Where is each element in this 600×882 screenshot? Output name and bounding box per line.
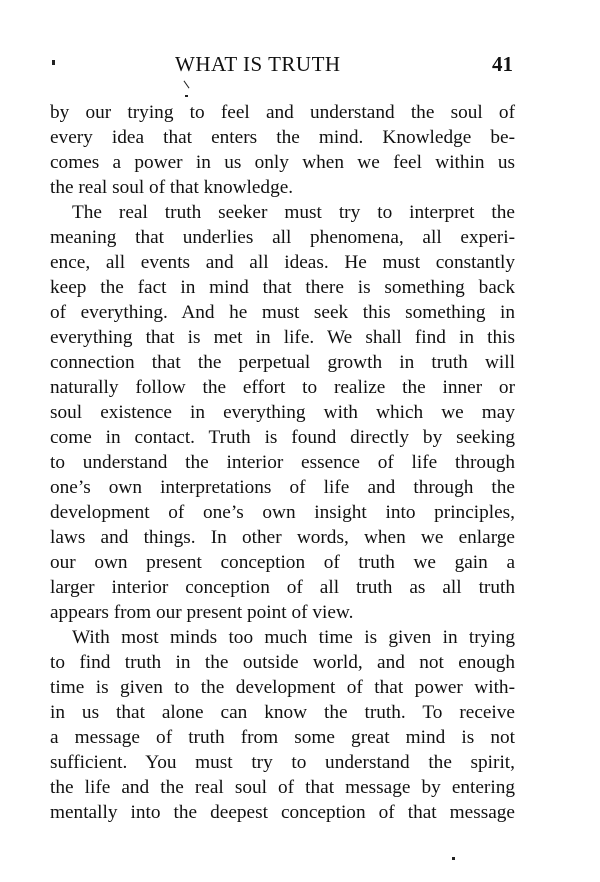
text-line: laws and things. In other words, when we enlarge [50, 527, 515, 548]
text-line: every idea that enters the mind. Knowledge be- [50, 127, 515, 148]
text-line: keep the fact in mind that there is something back [50, 277, 515, 298]
text-line: everything that is met in life. We shall find in this [50, 327, 515, 348]
page-number: 41 [492, 52, 513, 76]
text-line: a message of truth from some great mind is not [50, 727, 515, 748]
text-line: by our trying to feel and understand the soul of [50, 102, 515, 123]
scan-speck [185, 95, 188, 97]
text-line: With most minds too much time is given in trying [72, 627, 515, 648]
running-title: WHAT IS TRUTH [175, 52, 341, 76]
text-line: one’s own interpretations of life and through the [50, 477, 515, 498]
scan-speck [52, 60, 55, 65]
text-line: larger interior conception of all truth as all truth [50, 577, 515, 598]
text-line: sufficient. You must try to understand the spirit, [50, 752, 515, 773]
text-line: meaning that underlies all phenomena, all experi- [50, 227, 515, 248]
text-line: in us that alone can know the truth. To receive [50, 702, 515, 723]
scan-speck [452, 857, 455, 860]
running-header [50, 52, 515, 80]
text-line: comes a power in us only when we feel within us [50, 152, 515, 173]
text-line: to understand the interior essence of life through [50, 452, 515, 473]
text-line: our own present conception of truth we gain a [50, 552, 515, 573]
text-line: come in contact. Truth is found directly by seeking [50, 427, 515, 448]
text-line: mentally into the deepest conception of that message [50, 802, 515, 823]
text-line: naturally follow the effort to realize the inner or [50, 377, 515, 398]
body-text [50, 100, 515, 825]
text-line: soul existence in everything with which we may [50, 402, 515, 423]
text-line: development of one’s own insight into principles, [50, 502, 515, 523]
scan-speck [184, 81, 190, 89]
text-line: ence, all events and all ideas. He must constantly [50, 252, 515, 273]
text-line: of everything. And he must seek this something in [50, 302, 515, 323]
text-line: The real truth seeker must try to interpret the [72, 202, 515, 223]
text-line: appears from our present point of view. [50, 602, 354, 623]
text-line: to find truth in the outside world, and not enough [50, 652, 515, 673]
text-line: time is given to the development of that power with- [50, 677, 515, 698]
text-line: the life and the real soul of that message by entering [50, 777, 515, 798]
text-line: connection that the perpetual growth in truth will [50, 352, 515, 373]
text-line: the real soul of that knowledge. [50, 177, 294, 198]
